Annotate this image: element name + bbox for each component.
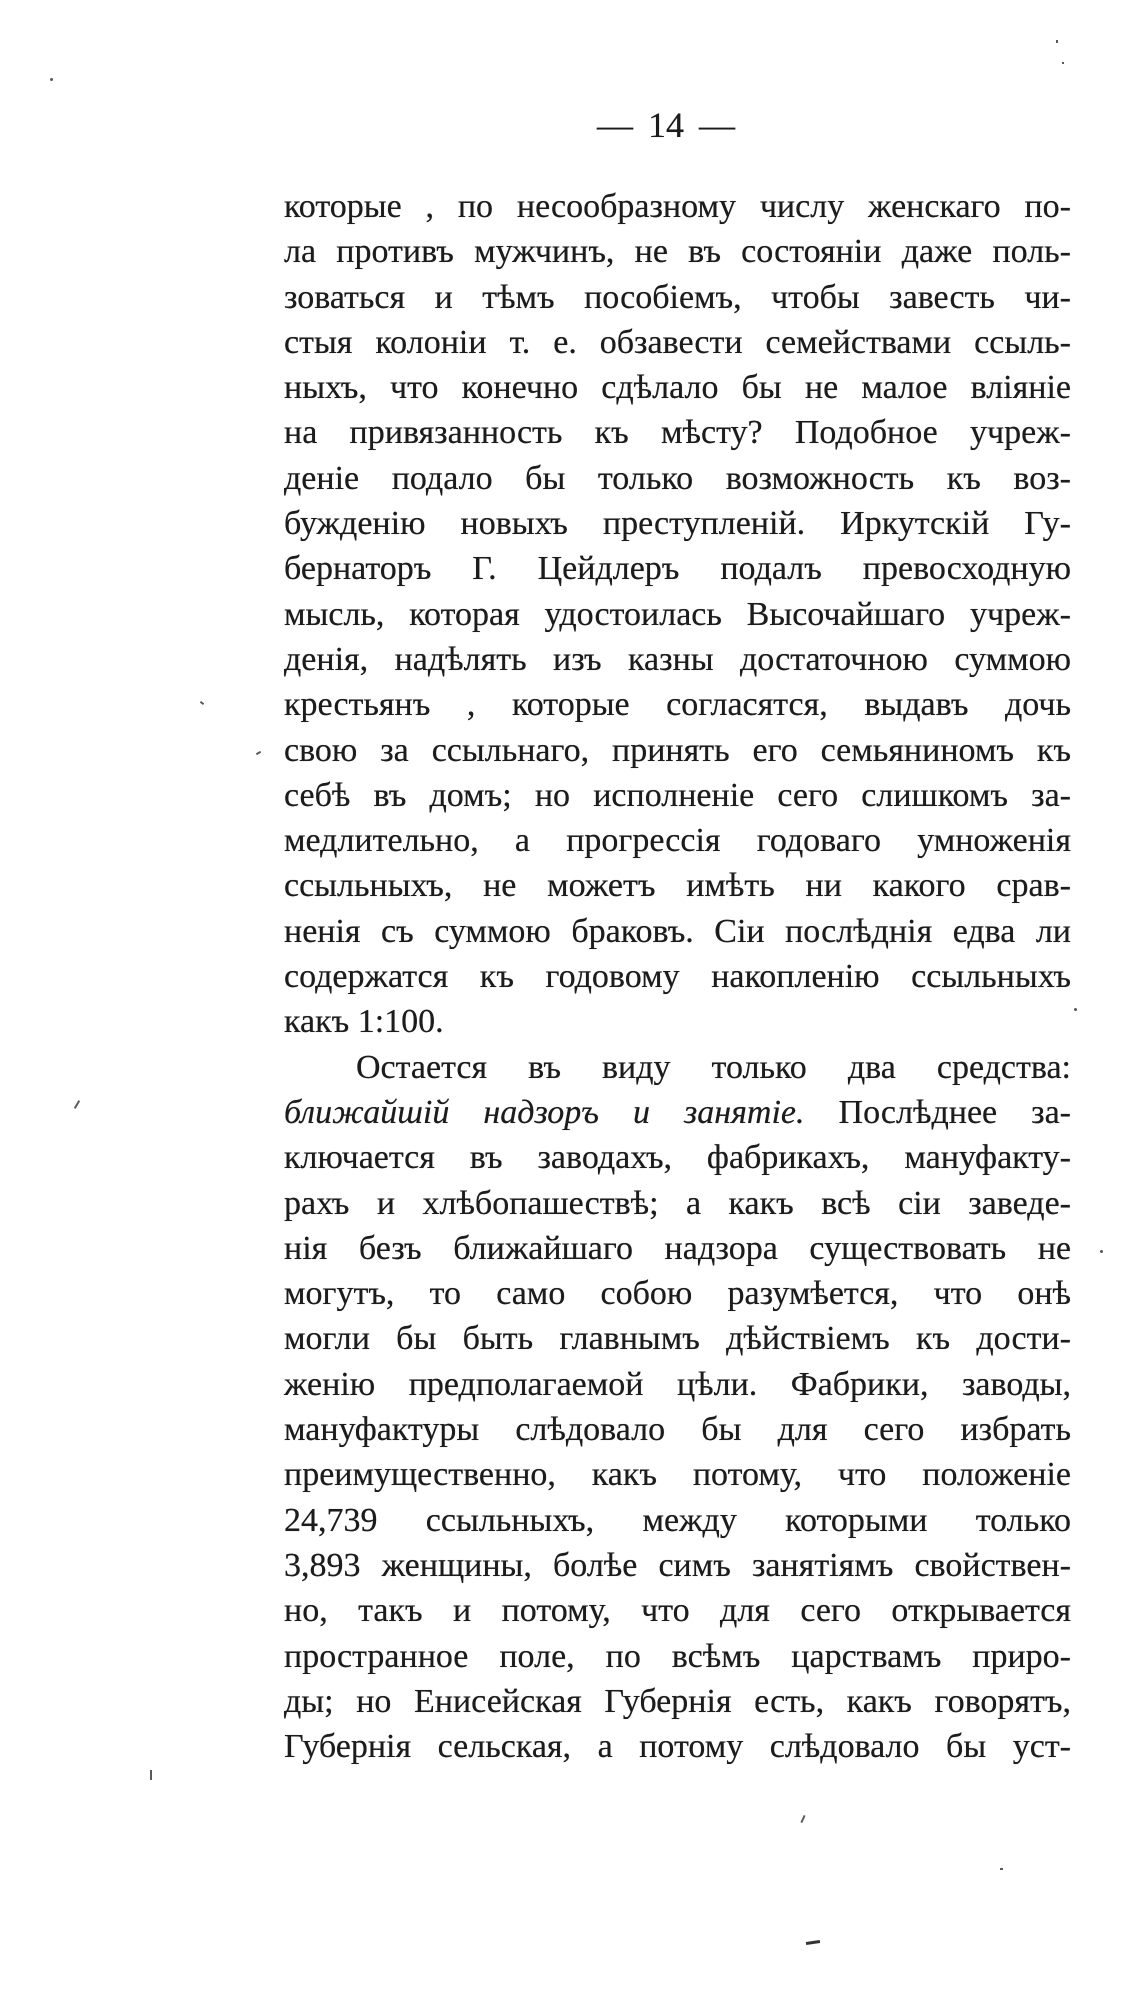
text-line: бернаторъ Г. Цейдлеръ подалъ превосходную	[284, 550, 1071, 588]
text-line: мысль, которая удостоилась Высочайшаго учреж-	[284, 595, 1071, 633]
text-line: медлительно, а прогрессія годоваго умноженія	[284, 822, 1071, 860]
scan-speck	[806, 1940, 820, 1945]
text-segment: Послѣднее за-	[838, 1093, 1071, 1131]
text-line: крестьянъ , которые согласятся, выдавъ дочь	[284, 686, 1071, 724]
text-line: женію предполагаемой цѣли. Фабрики, заводы,	[284, 1365, 1071, 1403]
page-number: — 14 —	[597, 105, 735, 145]
text-line: ссыльныхъ, не можетъ имѣть ни какого срав-	[284, 867, 1071, 905]
text-line: 24,739 ссыльныхъ, между которыми только	[284, 1501, 1071, 1539]
text-line: свою за ссыльнаго, принять его семьяниномъ къ	[284, 731, 1071, 769]
text-line	[284, 1090, 1071, 1135]
text-line: Остается въ виду только два средства:	[356, 1048, 1071, 1086]
text-line: на привязанность къ мѣсту? Подобное учреж-	[284, 414, 1071, 452]
scan-speck	[256, 751, 261, 755]
text-line: содержатся къ годовому накопленію ссыльныхъ	[284, 958, 1071, 996]
text-line: денія, надѣлять изъ казны достаточною суммою	[284, 640, 1071, 678]
scan-speck	[1062, 62, 1064, 64]
text-line: но, такъ и потому, что для сего открывается	[284, 1592, 1071, 1630]
text-line: деніе подало бы только возможность къ воз-	[284, 459, 1071, 497]
text-line: ныхъ, что конечно сдѣлало бы не малое вліяніе	[284, 369, 1071, 407]
italic-phrase: ближайшій надзоръ и занятіе.	[284, 1093, 805, 1131]
text-line: себѣ въ домъ; но исполненіе сего слишкомъ за-	[284, 776, 1071, 814]
text-line: преимущественно, какъ потому, что положеніе	[284, 1456, 1071, 1494]
text-line: нія безъ ближайшаго надзора существовать не	[284, 1229, 1071, 1267]
paragraph-1	[284, 184, 1071, 1045]
paragraph-2	[284, 1045, 1071, 1770]
text-line: какъ 1:100.	[284, 1003, 444, 1041]
scan-speck	[150, 1770, 152, 1780]
scan-speck	[1056, 40, 1058, 43]
text-line: которые , по несообразному числу женскаго по-	[284, 188, 1071, 225]
text-line: ненія съ суммою браковъ. Сіи послѣднія едва ли	[284, 912, 1071, 950]
scan-speck	[200, 701, 204, 705]
text-line: бужденію новыхъ преступленій. Иркутскій Гу-	[284, 505, 1071, 543]
scan-speck	[800, 1815, 805, 1823]
text-line: ла противъ мужчинъ, не въ состояніи даже поль-	[284, 233, 1071, 271]
text-line: стыя колоніи т. е. обзавести семействами ссыль-	[284, 323, 1071, 361]
text-line: пространное поле, по всѣмъ царствамъ приро-	[284, 1637, 1071, 1675]
text-line: 3,893 женщины, болѣе симъ занятіямъ свойствен-	[284, 1546, 1071, 1584]
scan-speck	[1074, 1008, 1077, 1011]
text-line: Губернія сельская, а потому слѣдовало бы уст-	[284, 1728, 1071, 1766]
text-line: ды; но Енисейская Губернія есть, какъ говорятъ,	[284, 1682, 1071, 1720]
scan-speck	[1100, 1250, 1103, 1253]
text-line: рахъ и хлѣбопашествѣ; а какъ всѣ сіи заведе-	[284, 1184, 1071, 1222]
text-line: зоваться и тѣмъ пособіемъ, чтобы завесть чи-	[284, 278, 1071, 316]
scan-speck	[1000, 1868, 1003, 1870]
text-line: могли бы быть главнымъ дѣйствіемъ къ дости-	[284, 1320, 1071, 1358]
text-block	[284, 184, 1071, 1769]
scan-speck	[74, 1100, 80, 1109]
text-line: могутъ, то само собою разумѣется, что онѣ	[284, 1275, 1071, 1313]
text-line: мануфактуры слѣдовало бы для сего избрать	[284, 1411, 1071, 1449]
scan-speck	[50, 78, 53, 81]
text-line: ключается въ заводахъ, фабрикахъ, мануфакту-	[284, 1139, 1071, 1177]
